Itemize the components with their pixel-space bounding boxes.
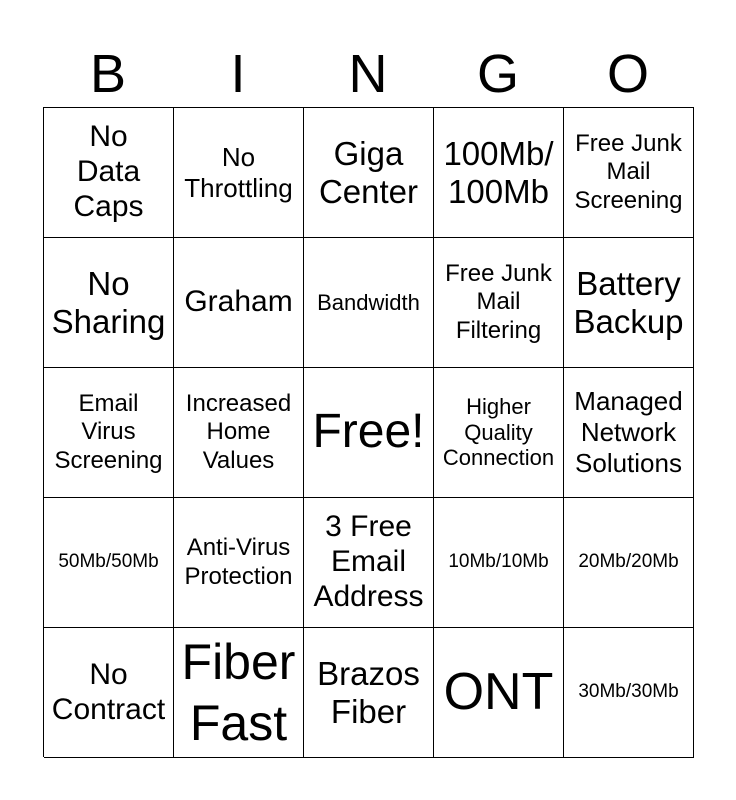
bingo-cell[interactable]	[174, 498, 304, 628]
header-letter-g: G	[476, 44, 519, 104]
bingo-cell[interactable]	[44, 498, 174, 628]
cell-text: 3 Free Email Address	[313, 510, 424, 613]
bingo-cell[interactable]	[174, 628, 304, 758]
header-letter-b: B	[89, 44, 127, 104]
bingo-cell[interactable]	[434, 238, 564, 368]
cell-text: Free Junk Mail Filtering	[445, 260, 552, 344]
bingo-header	[43, 40, 693, 108]
header-letter-o: O	[606, 44, 649, 104]
cell-text: Free!	[312, 405, 425, 459]
cell-text: Bandwidth	[317, 289, 420, 315]
cell-text: Managed Network Solutions	[574, 386, 683, 478]
bingo-cell[interactable]	[174, 368, 304, 498]
bingo-cell[interactable]	[304, 498, 434, 628]
cell-text: 20Mb/20Mb	[578, 551, 679, 573]
cell-text: Anti-Virus Protection	[184, 534, 293, 590]
bingo-cell[interactable]	[174, 108, 304, 238]
bingo-cell[interactable]	[44, 368, 174, 498]
bingo-cell[interactable]	[44, 238, 174, 368]
header-letter-i: I	[230, 44, 246, 104]
bingo-cell[interactable]	[564, 498, 694, 628]
bingo-cell[interactable]	[564, 628, 694, 758]
cell-text: Increased Home Values	[185, 390, 292, 474]
bingo-cell[interactable]	[44, 108, 174, 238]
bingo-board	[43, 107, 694, 757]
cell-text: 10Mb/10Mb	[448, 551, 549, 573]
bingo-cell[interactable]	[304, 628, 434, 758]
cell-text: 50Mb/50Mb	[58, 551, 159, 573]
bingo-cell[interactable]	[304, 368, 434, 498]
bingo-cell[interactable]	[564, 238, 694, 368]
bingo-cell[interactable]	[564, 368, 694, 498]
bingo-cell[interactable]	[434, 368, 564, 498]
cell-text: Higher Quality Connection	[442, 393, 555, 471]
cell-text: 30Mb/30Mb	[578, 681, 679, 703]
cell-text: Free Junk Mail Screening	[574, 130, 683, 214]
bingo-cell[interactable]	[434, 628, 564, 758]
bingo-cell[interactable]	[304, 238, 434, 368]
cell-text: Email Virus Screening	[54, 390, 163, 474]
bingo-cell[interactable]	[434, 108, 564, 238]
bingo-cell[interactable]	[564, 108, 694, 238]
cell-text: Graham	[184, 285, 293, 319]
cell-text: Giga Center	[318, 134, 419, 210]
cell-text: No Sharing	[51, 264, 166, 340]
bingo-cell[interactable]	[304, 108, 434, 238]
cell-text: ONT	[443, 662, 554, 721]
cell-text: No Throttling	[184, 141, 293, 203]
cell-text: Battery Backup	[573, 264, 684, 340]
cell-text: No Contract	[51, 657, 166, 726]
bingo-cell[interactable]	[44, 628, 174, 758]
cell-text: Fiber Fast	[181, 633, 296, 751]
cell-text: No Data Caps	[73, 120, 144, 223]
header-letter-n: N	[348, 44, 388, 104]
cell-text: 100Mb/ 100Mb	[443, 134, 554, 210]
bingo-cell[interactable]	[174, 238, 304, 368]
bingo-cell[interactable]	[434, 498, 564, 628]
cell-text: Brazos Fiber	[317, 654, 420, 730]
